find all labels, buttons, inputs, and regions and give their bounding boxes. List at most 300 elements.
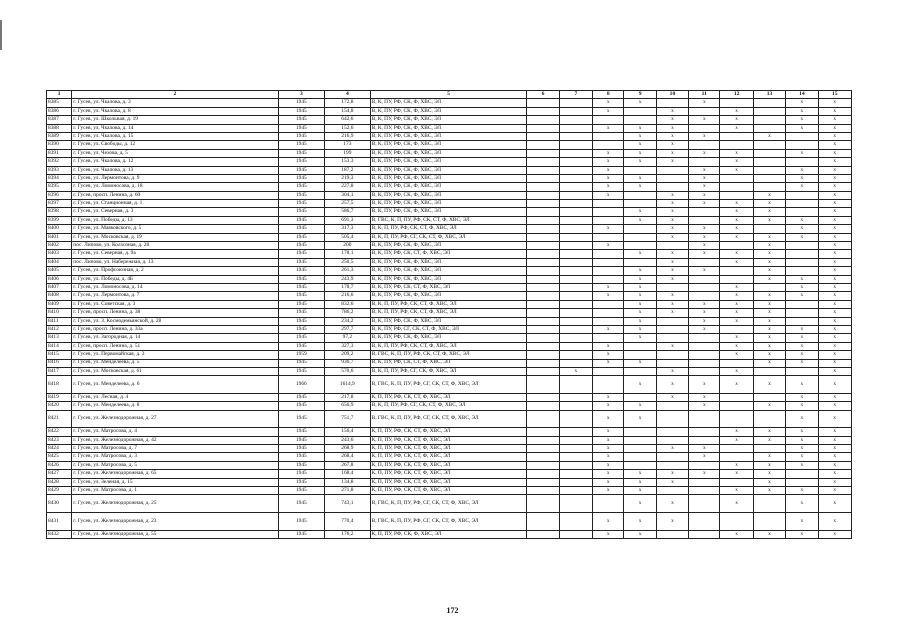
- systems-codes-cell: В, К, ПУ, РФ, СК, Ф, ХВС, ЭЛ: [370, 132, 527, 140]
- mark-cell-col-13: x: [753, 132, 785, 140]
- mark-cell-col-8: x: [593, 107, 624, 115]
- mark-cell-col-13: [753, 183, 785, 191]
- record-number-cell: 8417: [47, 367, 72, 375]
- mark-cell-col-13: x: [753, 461, 785, 469]
- mark-cell-col-7: [559, 436, 592, 444]
- mark-cell-col-14: [786, 309, 818, 317]
- mark-cell-col-14: x: [786, 149, 818, 157]
- mark-cell-col-7: [559, 428, 592, 436]
- address-cell: г. Гусев, ул. Московская, д. 19: [72, 233, 278, 241]
- table-row: [47, 436, 852, 444]
- area-cell: 268,9: [325, 445, 371, 453]
- systems-codes-cell: В, К, П, ПУ, РФ, СГ, СК, СТ, Ф, ХВС, ЭЛ: [370, 402, 527, 410]
- mark-cell-col-6: [527, 158, 559, 166]
- mark-cell-col-9: x: [624, 317, 656, 325]
- mark-cell-col-9: x: [624, 470, 656, 478]
- mark-cell-col-6: [527, 512, 559, 530]
- col-header-4: 4: [325, 91, 371, 99]
- mark-cell-col-9: [624, 225, 656, 233]
- mark-cell-col-6: [527, 216, 559, 224]
- mark-cell-col-10: x: [656, 124, 688, 132]
- mark-cell-col-7: [559, 141, 592, 149]
- mark-cell-col-12: x: [720, 208, 753, 216]
- area-cell: 250,5: [325, 258, 371, 266]
- mark-cell-col-13: x: [753, 436, 785, 444]
- mark-cell-col-9: x: [624, 486, 656, 494]
- mark-cell-col-7: [559, 158, 592, 166]
- table-row: [47, 116, 852, 124]
- mark-cell-col-6: [527, 132, 559, 140]
- address-cell: г. Гусев, ул. Первомайская, д. 3: [72, 351, 278, 359]
- address-cell: г. Гусев, ул. Чкалова, д. 8: [72, 107, 278, 115]
- table-row: [47, 367, 852, 375]
- mark-cell-col-8: [593, 495, 624, 513]
- mark-cell-col-8: [593, 200, 624, 208]
- table-row: [47, 461, 852, 469]
- mark-cell-col-10: [656, 428, 688, 436]
- mark-cell-col-11: [689, 216, 720, 224]
- mark-cell-col-11: [689, 283, 720, 291]
- mark-cell-col-15: x: [818, 275, 851, 283]
- mark-cell-col-7: [559, 445, 592, 453]
- systems-codes-cell: В, К, ПУ, РФ, СК, Ф, ХВС, ЭЛ: [370, 208, 527, 216]
- mark-cell-col-9: [624, 233, 656, 241]
- mark-cell-col-12: x: [720, 461, 753, 469]
- record-number-cell: 8425: [47, 453, 72, 461]
- table-row: [47, 242, 852, 250]
- record-number-cell: 8418: [47, 376, 72, 394]
- mark-cell-col-10: [656, 99, 688, 107]
- mark-cell-col-13: x: [753, 470, 785, 478]
- area-cell: 187,2: [325, 166, 371, 174]
- mark-cell-col-13: [753, 367, 785, 375]
- mark-cell-col-12: x: [720, 283, 753, 291]
- systems-codes-cell: В, К, ПУ, РФ, СК, Ф, ХВС, ЭЛ: [370, 166, 527, 174]
- record-number-cell: 8407: [47, 283, 72, 291]
- table-row: [47, 124, 852, 132]
- mark-cell-col-9: x: [624, 208, 656, 216]
- address-cell: г. Гусев, ул. Чкалова, д. 14: [72, 124, 278, 132]
- mark-cell-col-11: [689, 410, 720, 428]
- mark-cell-col-8: x: [593, 410, 624, 428]
- mark-cell-col-13: x: [753, 309, 785, 317]
- record-number-cell: 8410: [47, 309, 72, 317]
- area-cell: 257,5: [325, 200, 371, 208]
- year-cell: 1945: [278, 367, 325, 375]
- systems-codes-cell: В, К, П, ПУ, РФ, СК, СТ, Ф, ХВС, ЭЛ: [370, 309, 527, 317]
- mark-cell-col-12: x: [720, 258, 753, 266]
- area-cell: 832,6: [325, 300, 371, 308]
- mark-cell-col-11: x: [689, 250, 720, 258]
- systems-codes-cell: В, К, ПУ, РФ, СК, Ф, ХВС, ЭЛ: [370, 191, 527, 199]
- record-number-cell: 8415: [47, 351, 72, 359]
- mark-cell-col-9: [624, 107, 656, 115]
- mark-cell-col-11: x: [689, 470, 720, 478]
- mark-cell-col-12: [720, 359, 753, 367]
- year-cell: 1945: [278, 267, 325, 275]
- mark-cell-col-14: x: [786, 351, 818, 359]
- area-cell: 261,3: [325, 267, 371, 275]
- systems-codes-cell: В, К, ПУ, РФ, СК, Ф, ХВС, ЭЛ: [370, 174, 527, 182]
- mark-cell-col-15: x: [818, 149, 851, 157]
- address-cell: г. Гусев, ул. Железнодорожная, д. 27: [72, 410, 278, 428]
- mark-cell-col-7: [559, 183, 592, 191]
- record-number-cell: 8388: [47, 124, 72, 132]
- address-cell: г. Гусев, ул. Лермонтова, д. 9: [72, 174, 278, 182]
- mark-cell-col-13: [753, 410, 785, 428]
- mark-cell-col-10: [656, 453, 688, 461]
- mark-cell-col-7: [559, 351, 592, 359]
- mark-cell-col-13: x: [753, 250, 785, 258]
- mark-cell-col-10: x: [656, 216, 688, 224]
- mark-cell-col-13: x: [753, 216, 785, 224]
- mark-cell-col-13: x: [753, 486, 785, 494]
- mark-cell-col-15: x: [818, 292, 851, 300]
- mark-cell-col-13: [753, 116, 785, 124]
- mark-cell-col-15: x: [818, 174, 851, 182]
- mark-cell-col-12: [720, 325, 753, 333]
- mark-cell-col-7: x: [559, 367, 592, 375]
- mark-cell-col-8: [593, 208, 624, 216]
- year-cell: 1945: [278, 359, 325, 367]
- record-number-cell: 8429: [47, 486, 72, 494]
- systems-codes-cell: В, ГВС, К, П, ПУ, РФ, СК, СТ, Ф, ХВС, ЭЛ: [370, 216, 527, 224]
- mark-cell-col-6: [527, 225, 559, 233]
- address-cell: г. Гусев, ул. Чкалова, д. 15: [72, 132, 278, 140]
- mark-cell-col-7: [559, 461, 592, 469]
- year-cell: 1966: [278, 376, 325, 394]
- systems-codes-cell: В, К, ПУ, РФ, СК, Ф, ХВС, ЭЛ: [370, 200, 527, 208]
- year-cell: 1945: [278, 233, 325, 241]
- area-cell: 209,2: [325, 351, 371, 359]
- systems-codes-cell: В, К, ПУ, РФ, СК, Ф, ХВС, ЭЛ: [370, 242, 527, 250]
- mark-cell-col-15: x: [818, 283, 851, 291]
- mark-cell-col-14: x: [786, 292, 818, 300]
- area-cell: 586,7: [325, 208, 371, 216]
- record-number-cell: 8408: [47, 292, 72, 300]
- mark-cell-col-15: x: [818, 359, 851, 367]
- record-number-cell: 8402: [47, 242, 72, 250]
- mark-cell-col-12: x: [720, 233, 753, 241]
- mark-cell-col-15: x: [818, 436, 851, 444]
- mark-cell-col-13: [753, 107, 785, 115]
- mark-cell-col-9: [624, 258, 656, 266]
- table-row: [47, 99, 852, 107]
- systems-codes-cell: В, К, ПУ, РФ, СК, СТ, Ф, ХВС, ЭЛ: [370, 359, 527, 367]
- mark-cell-col-12: [720, 393, 753, 401]
- address-cell: г. Гусев, ул. Матросова, д. 4: [72, 428, 278, 436]
- year-cell: 1945: [278, 325, 325, 333]
- mark-cell-col-9: [624, 453, 656, 461]
- record-number-cell: 8427: [47, 470, 72, 478]
- mark-cell-col-8: x: [593, 225, 624, 233]
- mark-cell-col-13: x: [753, 242, 785, 250]
- mark-cell-col-10: x: [656, 141, 688, 149]
- mark-cell-col-9: x: [624, 132, 656, 140]
- mark-cell-col-9: [624, 436, 656, 444]
- systems-codes-cell: В, К, ПУ, РФ, СК, Ф, ХВС, ЭЛ: [370, 183, 527, 191]
- mark-cell-col-14: x: [786, 359, 818, 367]
- mark-cell-col-11: [689, 436, 720, 444]
- mark-cell-col-15: x: [818, 191, 851, 199]
- mark-cell-col-14: [786, 158, 818, 166]
- mark-cell-col-12: x: [720, 530, 753, 538]
- mark-cell-col-12: [720, 445, 753, 453]
- mark-cell-col-12: [720, 191, 753, 199]
- mark-cell-col-9: x: [624, 495, 656, 513]
- systems-codes-cell: В, К, ПУ, РФ, СК, Ф, ХВС, ЭЛ: [370, 99, 527, 107]
- mark-cell-col-6: [527, 174, 559, 182]
- mark-cell-col-9: x: [624, 300, 656, 308]
- record-number-cell: 8394: [47, 174, 72, 182]
- mark-cell-col-8: [593, 367, 624, 375]
- col-header-9: 9: [624, 91, 656, 99]
- mark-cell-col-9: [624, 116, 656, 124]
- mark-cell-col-10: x: [656, 191, 688, 199]
- mark-cell-col-14: x: [786, 512, 818, 530]
- area-cell: 173: [325, 141, 371, 149]
- mark-cell-col-10: [656, 325, 688, 333]
- mark-cell-col-15: x: [818, 445, 851, 453]
- table-row: [47, 530, 852, 538]
- table-row: [47, 275, 852, 283]
- header-row: [47, 91, 852, 99]
- table-row: [47, 334, 852, 342]
- mark-cell-col-8: x: [593, 436, 624, 444]
- record-number-cell: 8391: [47, 149, 72, 157]
- address-cell: г. Гусев, ул. Школьная, д. 19: [72, 116, 278, 124]
- mark-cell-col-8: [593, 275, 624, 283]
- mark-cell-col-12: x: [720, 158, 753, 166]
- year-cell: 1945: [278, 149, 325, 157]
- area-cell: 743,1: [325, 495, 371, 513]
- mark-cell-col-7: [559, 393, 592, 401]
- table-row: [47, 216, 852, 224]
- mark-cell-col-14: [786, 200, 818, 208]
- table-row: [47, 325, 852, 333]
- year-cell: 1945: [278, 334, 325, 342]
- area-cell: 297,7: [325, 325, 371, 333]
- mark-cell-col-8: x: [593, 342, 624, 350]
- mark-cell-col-12: [720, 453, 753, 461]
- year-cell: 1945: [278, 342, 325, 350]
- area-cell: 271,8: [325, 486, 371, 494]
- mark-cell-col-15: x: [818, 367, 851, 375]
- mark-cell-col-8: x: [593, 445, 624, 453]
- address-cell: г. Гусев, ул. Матросова, д. 1: [72, 486, 278, 494]
- area-cell: 243,6: [325, 436, 371, 444]
- table-row: [47, 292, 852, 300]
- systems-codes-cell: В, К, П, ПУ, РФ, СК, СТ, Ф, ХВС, ЭЛ: [370, 225, 527, 233]
- mark-cell-col-11: [689, 495, 720, 513]
- record-number-cell: 8412: [47, 325, 72, 333]
- mark-cell-col-8: [593, 216, 624, 224]
- mark-cell-col-9: [624, 342, 656, 350]
- mark-cell-col-6: [527, 99, 559, 107]
- address-cell: г. Гусев, ул. Чкалова, д. 13: [72, 166, 278, 174]
- mark-cell-col-14: x: [786, 116, 818, 124]
- mark-cell-col-15: x: [818, 107, 851, 115]
- table-row: [47, 191, 852, 199]
- table-row: [47, 200, 852, 208]
- mark-cell-col-7: [559, 342, 592, 350]
- mark-cell-col-12: x: [720, 292, 753, 300]
- mark-cell-col-13: x: [753, 342, 785, 350]
- col-header-3: 3: [278, 91, 325, 99]
- mark-cell-col-7: [559, 470, 592, 478]
- record-number-cell: 8421: [47, 410, 72, 428]
- mark-cell-col-14: x: [786, 453, 818, 461]
- mark-cell-col-13: [753, 283, 785, 291]
- area-cell: 200: [325, 242, 371, 250]
- mark-cell-col-11: [689, 351, 720, 359]
- mark-cell-col-11: x: [689, 267, 720, 275]
- mark-cell-col-8: [593, 300, 624, 308]
- mark-cell-col-10: [656, 351, 688, 359]
- mark-cell-col-13: [753, 149, 785, 157]
- record-number-cell: 8385: [47, 99, 72, 107]
- year-cell: 1959: [278, 351, 325, 359]
- year-cell: 1945: [278, 250, 325, 258]
- mark-cell-col-9: x: [624, 275, 656, 283]
- mark-cell-col-14: [786, 242, 818, 250]
- systems-codes-cell: К, П, ПУ, РФ, СК, СТ, Ф, ХВС, ЭЛ: [370, 461, 527, 469]
- mark-cell-col-10: x: [656, 292, 688, 300]
- year-cell: 1945: [278, 317, 325, 325]
- mark-cell-col-11: x: [689, 132, 720, 140]
- mark-cell-col-11: x: [689, 200, 720, 208]
- mark-cell-col-10: x: [656, 393, 688, 401]
- mark-cell-col-6: [527, 300, 559, 308]
- mark-cell-col-15: x: [818, 428, 851, 436]
- year-cell: 1945: [278, 258, 325, 266]
- mark-cell-col-10: [656, 183, 688, 191]
- mark-cell-col-6: [527, 530, 559, 538]
- mark-cell-col-11: x: [689, 402, 720, 410]
- col-header-6: 6: [527, 91, 559, 99]
- mark-cell-col-6: [527, 402, 559, 410]
- mark-cell-col-7: [559, 116, 592, 124]
- page-number: 172: [446, 606, 459, 615]
- area-cell: 786,2: [325, 309, 371, 317]
- mark-cell-col-8: x: [593, 149, 624, 157]
- mark-cell-col-9: [624, 351, 656, 359]
- mark-cell-col-10: [656, 461, 688, 469]
- mark-cell-col-7: [559, 124, 592, 132]
- systems-codes-cell: К, П, ПУ, РФ, СК, СТ, Ф, ХВС, ЭЛ: [370, 453, 527, 461]
- systems-codes-cell: В, ГВС, К, П, ПУ, РФ, СГ, СК, СТ, Ф, ХВС, ЭЛ: [370, 495, 527, 513]
- mark-cell-col-13: x: [753, 208, 785, 216]
- mark-cell-col-9: x: [624, 158, 656, 166]
- record-number-cell: 8405: [47, 267, 72, 275]
- mark-cell-col-13: [753, 99, 785, 107]
- mark-cell-col-12: [720, 174, 753, 182]
- mark-cell-col-14: x: [786, 216, 818, 224]
- mark-cell-col-14: x: [786, 495, 818, 513]
- mark-cell-col-13: x: [753, 402, 785, 410]
- area-cell: 936,7: [325, 359, 371, 367]
- year-cell: 1945: [278, 124, 325, 132]
- col-header-10: 10: [656, 91, 688, 99]
- mark-cell-col-8: x: [593, 461, 624, 469]
- year-cell: 1945: [278, 174, 325, 182]
- record-number-cell: 8387: [47, 116, 72, 124]
- mark-cell-col-15: x: [818, 402, 851, 410]
- mark-cell-col-12: x: [720, 351, 753, 359]
- area-cell: 216,9: [325, 132, 371, 140]
- year-cell: 1945: [278, 461, 325, 469]
- mark-cell-col-10: [656, 410, 688, 428]
- address-cell: г. Гусев, ул. Железнодорожная, д. 23: [72, 512, 278, 530]
- record-number-cell: 8397: [47, 200, 72, 208]
- table-row: [47, 283, 852, 291]
- record-number-cell: 8390: [47, 141, 72, 149]
- mark-cell-col-7: [559, 208, 592, 216]
- col-header-2: 2: [72, 91, 278, 99]
- address-cell: г. Гусев, ул. Маяковского, д. 5: [72, 225, 278, 233]
- record-number-cell: 8419: [47, 393, 72, 401]
- mark-cell-col-7: [559, 309, 592, 317]
- mark-cell-col-7: [559, 275, 592, 283]
- mark-cell-col-14: [786, 470, 818, 478]
- systems-codes-cell: К, П, ПУ, РФ, СК, СТ, Ф, ХВС, ЭЛ: [370, 486, 527, 494]
- mark-cell-col-8: x: [593, 359, 624, 367]
- mark-cell-col-10: x: [656, 445, 688, 453]
- mark-cell-col-8: x: [593, 402, 624, 410]
- area-cell: 691,3: [325, 216, 371, 224]
- mark-cell-col-14: x: [786, 183, 818, 191]
- year-cell: 1945: [278, 530, 325, 538]
- mark-cell-col-6: [527, 334, 559, 342]
- mark-cell-col-15: x: [818, 486, 851, 494]
- mark-cell-col-13: [753, 124, 785, 132]
- mark-cell-col-12: x: [720, 300, 753, 308]
- mark-cell-col-9: [624, 393, 656, 401]
- systems-codes-cell: В, К, П, ПУ, РФ, СК, СТ, Ф, ХВС, ЭЛ: [370, 300, 527, 308]
- mark-cell-col-9: [624, 191, 656, 199]
- mark-cell-col-11: [689, 486, 720, 494]
- mark-cell-col-11: x: [689, 376, 720, 394]
- mark-cell-col-13: x: [753, 428, 785, 436]
- address-cell: г. Гусев, ул. Менделеева, д. 6: [72, 376, 278, 394]
- mark-cell-col-9: x: [624, 183, 656, 191]
- table-row: [47, 376, 852, 394]
- systems-codes-cell: В, ГВС, К, П, ПУ, РФ, СГ, СК, СТ, Ф, ХВС, ЭЛ: [370, 512, 527, 530]
- address-cell: г. Гусев, ул. З. Космодемьянской, д. 28: [72, 317, 278, 325]
- mark-cell-col-11: [689, 359, 720, 367]
- mark-cell-col-11: [689, 208, 720, 216]
- mark-cell-col-15: x: [818, 124, 851, 132]
- registry-body: [47, 99, 852, 539]
- mark-cell-col-13: x: [753, 376, 785, 394]
- mark-cell-col-9: x: [624, 402, 656, 410]
- record-number-cell: 8411: [47, 317, 72, 325]
- mark-cell-col-11: [689, 275, 720, 283]
- mark-cell-col-10: x: [656, 300, 688, 308]
- record-number-cell: 8392: [47, 158, 72, 166]
- mark-cell-col-8: x: [593, 174, 624, 182]
- mark-cell-col-9: x: [624, 250, 656, 258]
- mark-cell-col-10: x: [656, 367, 688, 375]
- year-cell: 1945: [278, 478, 325, 486]
- mark-cell-col-9: [624, 461, 656, 469]
- mark-cell-col-12: [720, 242, 753, 250]
- mark-cell-col-12: x: [720, 166, 753, 174]
- table-row: [47, 470, 852, 478]
- record-number-cell: 8396: [47, 191, 72, 199]
- systems-codes-cell: В, К, ПУ, РФ, СК, СТ, Ф, ХВС, ЭЛ: [370, 250, 527, 258]
- mark-cell-col-12: x: [720, 495, 753, 513]
